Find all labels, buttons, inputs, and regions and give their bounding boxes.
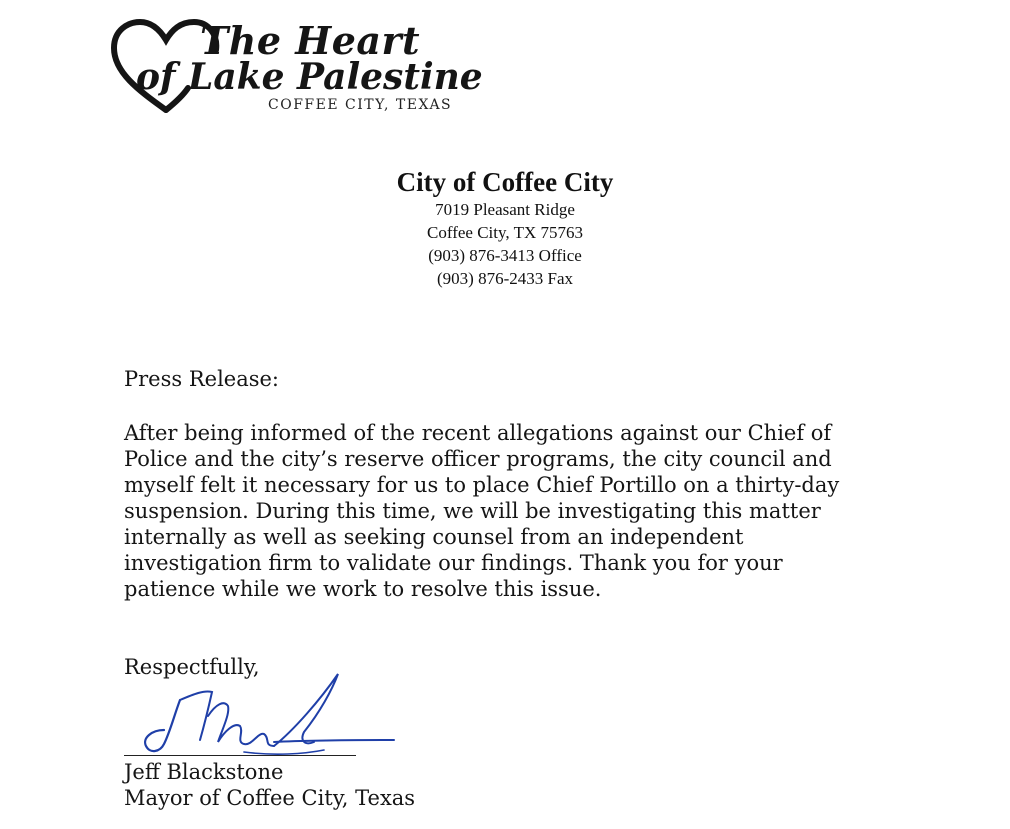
logo-title-line2: of Lake Palestine: [136, 56, 483, 98]
press-release-heading: Press Release:: [124, 367, 280, 391]
city-logo: [108, 10, 483, 120]
signer-title: Mayor of Coffee City, Texas: [124, 786, 416, 810]
body-line: myself felt it necessary for us to place Chief Portillo on a thirty-day: [124, 473, 840, 497]
organization-name: City of Coffee City: [396, 167, 614, 197]
office-phone: (903) 876-3413 Office: [428, 246, 582, 265]
letterhead: [0, 166, 1010, 290]
body-line: suspension. During this time, we will be investigating this matter: [124, 499, 821, 523]
logo-title-line1: The Heart: [200, 18, 421, 63]
body-line: Police and the city’s reserve officer programs, the city council and: [124, 447, 832, 471]
body-line: patience while we work to resolve this issue.: [124, 577, 602, 601]
address-city: Coffee City, TX 75763: [427, 223, 583, 242]
address-street: 7019 Pleasant Ridge: [435, 200, 575, 219]
handwritten-signature: [124, 660, 404, 775]
signature-line: [124, 755, 356, 756]
signer-name: Jeff Blackstone: [124, 760, 284, 784]
body-line: investigation firm to validate our findings. Thank you for your: [124, 551, 783, 575]
logo-subtitle: COFFEE CITY, TEXAS: [268, 97, 453, 113]
fax-number: (903) 876-2433 Fax: [437, 269, 573, 288]
body-line: After being informed of the recent allegations against our Chief of: [124, 421, 832, 445]
press-release-body: [124, 420, 904, 602]
body-line: internally as well as seeking counsel from an independent: [124, 525, 744, 549]
closing-salutation: Respectfully,: [124, 655, 260, 679]
